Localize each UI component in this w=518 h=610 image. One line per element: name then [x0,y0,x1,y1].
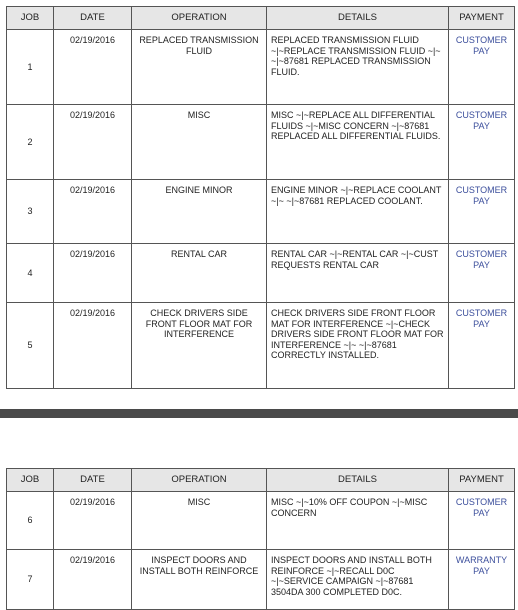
job-payment: CUSTOMER PAY [449,30,515,105]
job-number: 2 [7,105,54,180]
job-payment: CUSTOMER PAY [449,105,515,180]
column-header-date: DATE [54,7,132,30]
job-date: 02/19/2016 [54,550,132,610]
job-payment: WARRANTY PAY [449,550,515,610]
job-number: 6 [7,492,54,550]
job-payment: CUSTOMER PAY [449,303,515,389]
job-operation: RENTAL CAR [132,244,267,303]
job-details: INSPECT DOORS AND INSTALL BOTH REINFORCE ~|~RECALL D0C ~|~SERVICE CAMPAIGN ~|~87681 3504DA 300 COMPLETED D0C. [267,550,449,610]
job-date: 02/19/2016 [54,492,132,550]
table-header-row [7,7,515,30]
job-date: 02/19/2016 [54,105,132,180]
table-row [7,303,515,389]
column-header-details: DETAILS [267,469,449,492]
jobs-table [6,468,515,610]
job-details: MISC ~|~REPLACE ALL DIFFERENTIAL FLUIDS ~|~MISC CONCERN ~|~87681 REPLACED ALL DIFFERENTIAL FLUIDS. [267,105,449,180]
column-header-job: JOB [7,7,54,30]
job-number: 4 [7,244,54,303]
page-separator [0,409,518,418]
job-details: RENTAL CAR ~|~RENTAL CAR ~|~CUST REQUESTS RENTAL CAR [267,244,449,303]
column-header-date: DATE [54,469,132,492]
job-payment: CUSTOMER PAY [449,180,515,244]
table-row [7,180,515,244]
job-date: 02/19/2016 [54,303,132,389]
column-header-job: JOB [7,469,54,492]
job-payment: CUSTOMER PAY [449,244,515,303]
column-header-operation: OPERATION [132,7,267,30]
job-operation: MISC [132,105,267,180]
job-date: 02/19/2016 [54,30,132,105]
job-number: 3 [7,180,54,244]
column-header-payment: PAYMENT [449,469,515,492]
job-date: 02/19/2016 [54,180,132,244]
job-payment: CUSTOMER PAY [449,492,515,550]
job-operation: REPLACED TRANSMISSION FLUID [132,30,267,105]
job-operation: CHECK DRIVERS SIDE FRONT FLOOR MAT FOR INTERFERENCE [132,303,267,389]
job-operation: ENGINE MINOR [132,180,267,244]
table-row [7,30,515,105]
table-row [7,105,515,180]
jobs-table [6,6,515,389]
service-history-page-1 [6,6,514,389]
job-number: 5 [7,303,54,389]
job-number: 7 [7,550,54,610]
table-row [7,492,515,550]
column-header-operation: OPERATION [132,469,267,492]
table-row [7,550,515,610]
job-date: 02/19/2016 [54,244,132,303]
job-details: MISC ~|~10% OFF COUPON ~|~MISC CONCERN [267,492,449,550]
job-details: ENGINE MINOR ~|~REPLACE COOLANT ~|~ ~|~87681 REPLACED COOLANT. [267,180,449,244]
column-header-payment: PAYMENT [449,7,515,30]
job-operation: MISC [132,492,267,550]
table-row [7,244,515,303]
job-details: CHECK DRIVERS SIDE FRONT FLOOR MAT FOR INTERFERENCE ~|~CHECK DRIVERS SIDE FRONT FLOOR MAT FOR INTERFERENCE ~|~ ~|~87681 CORRECTLY INSTALLED. [267,303,449,389]
table-header-row [7,469,515,492]
job-details: REPLACED TRANSMISSION FLUID ~|~REPLACE TRANSMISSION FLUID ~|~ ~|~87681 REPLACED TRANSMISSION FLUID. [267,30,449,105]
service-history-page-2 [6,468,514,610]
job-operation: INSPECT DOORS AND INSTALL BOTH REINFORCE [132,550,267,610]
job-number: 1 [7,30,54,105]
column-header-details: DETAILS [267,7,449,30]
